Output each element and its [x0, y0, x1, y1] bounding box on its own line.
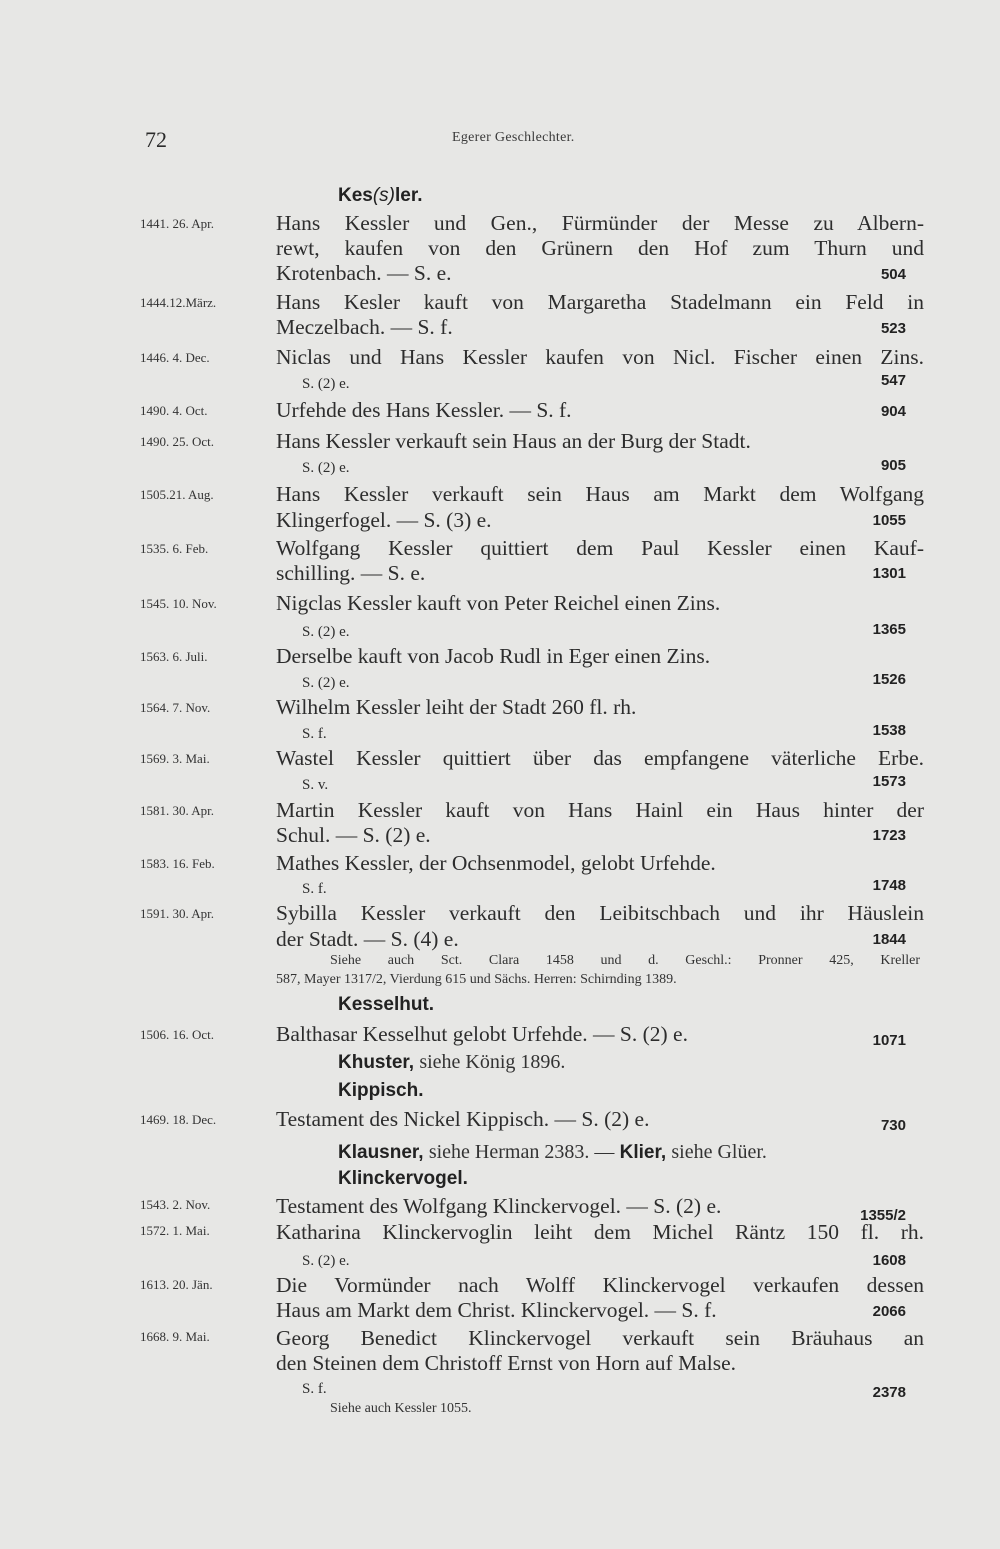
entry-text: Klingerfogel. — S. (3) e.	[276, 508, 492, 532]
entry-number: 1071	[872, 1032, 906, 1049]
entry-text: Urfehde des Hans Kessler. — S. f.	[276, 398, 572, 422]
entry-text: Balthasar Kesselhut gelobt Urfehde. — S. (2) e.	[276, 1022, 688, 1046]
entry-number: 1365	[872, 621, 906, 638]
entry-number: 1844	[872, 931, 906, 948]
entry-date: 1441. 26. Apr.	[140, 216, 215, 231]
entry-text: Schul. — S. (2) e.	[276, 823, 431, 847]
entry-date: 1591. 30. Apr.	[140, 906, 215, 921]
entry-date: 1490. 4. Oct.	[140, 403, 208, 418]
entry-text: Wolfgang Kessler quittiert dem Paul Kessler einen Kauf-	[276, 536, 924, 560]
entry-number: 1608	[872, 1252, 906, 1269]
entry-date: 1543. 2. Nov.	[140, 1197, 211, 1212]
entry-text: der Stadt. — S. (4) e.	[276, 927, 459, 951]
entry-date: 1613. 20. Jän.	[140, 1277, 213, 1292]
entry-text: S. (2) e.	[302, 675, 350, 691]
entry-text: S. (2) e.	[302, 1253, 350, 1269]
entry-text: Wilhelm Kessler leiht der Stadt 260 fl. rh.	[276, 695, 637, 719]
entry-date: 1444.12.März.	[140, 295, 217, 310]
page-number: 72	[145, 127, 167, 152]
entry-number: 905	[880, 457, 906, 474]
entry-date: 1583. 16. Feb.	[140, 856, 215, 871]
entry-number: 1055	[872, 512, 906, 529]
entry-text: Niclas und Hans Kessler kaufen von Nicl. Fischer einen Zins.	[276, 345, 924, 369]
entry-date: 1469. 18. Dec.	[140, 1112, 217, 1127]
entry-date: 1668. 9. Mai.	[140, 1329, 210, 1344]
entry-date: 1564. 7. Nov.	[140, 700, 211, 715]
entry-text: Derselbe kauft von Jacob Rudl in Eger einen Zins.	[276, 644, 711, 668]
entry-date: 1506. 16. Oct.	[140, 1027, 215, 1042]
entry-date: 1490. 25. Oct.	[140, 434, 215, 449]
entry-number: 1723	[872, 827, 906, 844]
section-heading-kessler: Kes(s)ler.	[338, 185, 423, 206]
entry-date: 1505.21. Aug.	[140, 487, 214, 502]
entry-text: Sybilla Kessler verkauft den Leibitschbach und ihr Häuslein	[276, 901, 924, 925]
entry-text: Nigclas Kessler kauft von Peter Reichel einen Zins.	[276, 591, 721, 615]
entry-number: 730	[880, 1117, 906, 1134]
entry-text: Hans Kessler und Gen., Fürmünder der Messe zu Albern-	[276, 211, 924, 235]
entry-text: S. (2) e.	[302, 460, 350, 476]
section-heading-klausner: Klausner, siehe Herman 2383. — Klier, siehe Glüer.	[338, 1141, 767, 1163]
entry-text: Hans Kesler kauft von Margaretha Stadelmann ein Feld in	[276, 290, 924, 314]
entry-text: Die Vormünder nach Wolff Klinckervogel verkaufen dessen	[276, 1273, 924, 1297]
entry-date: 1563. 6. Juli.	[140, 649, 208, 664]
section-heading-kippisch: Kippisch.	[338, 1080, 424, 1101]
running-title: Egerer Geschlechter.	[452, 130, 575, 145]
entry-text: Martin Kessler kauft von Hans Hainl ein Haus hinter der	[276, 798, 924, 822]
entry-number: 1355/2	[860, 1207, 906, 1224]
entry-number: 504	[880, 266, 906, 283]
entry-text: Georg Benedict Klinckervogel verkauft sein Bräuhaus an	[276, 1326, 924, 1350]
entry-text: Testament des Nickel Kippisch. — S. (2) e.	[276, 1107, 650, 1131]
cross-reference-note: 587, Mayer 1317/2, Vierdung 615 und Sächs. Herren: Schirnding 1389.	[276, 972, 677, 987]
entry-date: 1545. 10. Nov.	[140, 596, 217, 611]
entry-number: 1748	[872, 877, 906, 894]
entry-text: S. (2) e.	[302, 624, 350, 640]
entry-text: S. v.	[302, 777, 329, 793]
entry-text: Hans Kessler verkauft sein Haus am Markt dem Wolfgang	[276, 482, 924, 506]
entry-number: 1573	[872, 773, 906, 790]
entry-text: S. f.	[302, 881, 327, 897]
entry-date: 1581. 30. Apr.	[140, 803, 215, 818]
entry-text: Krotenbach. — S. e.	[276, 261, 452, 285]
entry-number: 523	[880, 320, 906, 337]
entry-text: den Steinen dem Christoff Ernst von Horn auf Malse.	[276, 1351, 736, 1375]
section-heading-kesselhut: Kesselhut.	[338, 994, 435, 1015]
cross-reference-note: Siehe auch Sct. Clara 1458 und d. Geschl.: Pronner 425, Kreller	[330, 953, 920, 968]
section-heading-klinckervogel: Klinckervogel.	[338, 1168, 468, 1189]
cross-reference-note: Siehe auch Kessler 1055.	[330, 1401, 472, 1416]
entry-text: S. f.	[302, 726, 327, 742]
entry-number: 1301	[872, 565, 906, 582]
entry-text: S. (2) e.	[302, 376, 350, 392]
entry-text: Testament des Wolfgang Klinckervogel. — S. (2) e.	[276, 1194, 722, 1218]
entry-text: S. f.	[302, 1381, 327, 1397]
entry-number: 1526	[872, 671, 906, 688]
entry-text: Meczelbach. — S. f.	[276, 315, 453, 339]
entry-number: 2066	[872, 1303, 906, 1320]
entry-text: Katharina Klinckervoglin leiht dem Michel Räntz 150 fl. rh.	[276, 1220, 924, 1244]
entry-number: 1538	[872, 722, 906, 739]
entry-text: schilling. — S. e.	[276, 561, 426, 585]
entry-date: 1535. 6. Feb.	[140, 541, 209, 556]
entry-date: 1572. 1. Mai.	[140, 1223, 210, 1238]
entry-text: Mathes Kessler, der Ochsenmodel, gelobt Urfehde.	[276, 851, 716, 875]
entry-text: rewt, kaufen von den Grünern den Hof zum Thurn und	[276, 236, 924, 260]
entry-number: 904	[880, 403, 906, 420]
entry-number: 547	[880, 372, 906, 389]
entry-date: 1446. 4. Dec.	[140, 350, 210, 365]
entry-date: 1569. 3. Mai.	[140, 751, 210, 766]
section-heading-khuster: Khuster, siehe König 1896.	[338, 1051, 566, 1073]
entry-text: Haus am Markt dem Christ. Klinckervogel. — S. f.	[276, 1298, 717, 1322]
entry-number: 2378	[872, 1384, 906, 1401]
entry-text: Wastel Kessler quittiert über das empfangene väterliche Erbe.	[276, 746, 924, 770]
entry-text: Hans Kessler verkauft sein Haus an der Burg der Stadt.	[276, 429, 751, 453]
